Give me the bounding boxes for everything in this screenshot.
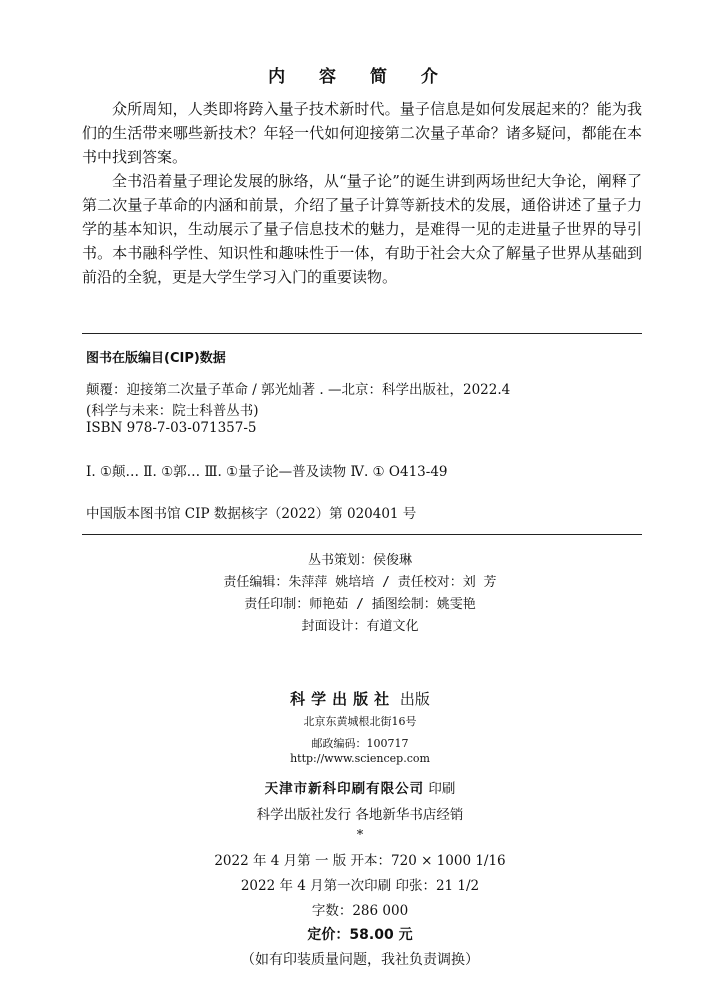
cip-bibliographic-line: 颠覆：迎接第二次量子革命 / 郭光灿著 . —北京：科学出版社，2022.4 [86, 382, 511, 398]
credit-cover-design: 封面设计：有道文化 [301, 619, 419, 634]
cip-isbn: ISBN 978-7-03-071357-5 [86, 420, 257, 436]
separator-star: * [356, 828, 364, 843]
printer-line [0, 777, 720, 797]
page-title: 内 容 简 介 [268, 67, 452, 87]
publisher-postcode: 邮政编码：100717 [311, 737, 409, 750]
publisher-suffix: 出版 [399, 690, 430, 708]
cip-record-number: 中国版本图书馆 CIP 数据核字（2022）第 020401 号 [86, 506, 417, 522]
cip-classification: Ⅰ. ①颠… Ⅱ. ①郭… Ⅲ. ①量子论—普及读物 Ⅳ. ① O413-49 [86, 464, 448, 480]
intro-paragraph-1: 众所周知，人类即将跨入量子技术新时代。量子信息是如何发展起来的？能为我们的生活带来哪些新技术？年轻一代如何迎接第二次量子革命？诸多疑问，都能在本书中找到答案。 [82, 100, 642, 166]
cip-heading: 图书在版编目(CIP)数据 [86, 351, 226, 366]
edition-line: 2022 年 4 月第 一 版 开本：720 × 1000 1/16 [214, 853, 506, 869]
word-count: 字数：286 000 [311, 903, 409, 919]
price: 定价：58.00 元 [307, 927, 413, 943]
cip-series-line: (科学与未来：院士科普丛书) [86, 403, 259, 419]
quality-notice: （如有印装质量问题，我社负责调换） [241, 952, 479, 968]
printer-suffix: 印刷 [428, 781, 456, 797]
impression-line: 2022 年 4 月第一次印刷 印张：21 1/2 [240, 878, 480, 894]
bottom-divider [82, 534, 642, 535]
printer-name: 天津市新科印刷有限公司 [264, 781, 425, 797]
publisher-url: http://www.sciencep.com [290, 752, 430, 765]
publisher-line [0, 688, 720, 709]
credit-printing: 责任印制：师艳茹 / 插图绘制：姚雯艳 [244, 597, 476, 612]
distribution-line: 科学出版社发行 各地新华书店经销 [256, 807, 464, 823]
intro-paragraph-2: 全书沿着量子理论发展的脉络，从“量子论”的诞生讲到两场世纪大争论，阐释了第二次量子革命的内涵和前景，介绍了量子计算等新技术的发展，通俗讲述了量子力学的基本知识，生动展示了量子信息技术的魅力，是难得一见的走进量子世界的导引书。本书融科学性、知识性和趣味性于一体，有助于社会大众了解量子世界从基础到前沿的全貌，更是大学生学习入门的重要读物。 [82, 172, 642, 286]
credit-series-planning: 丛书策划：侯俊琳 [307, 553, 412, 568]
publisher-address: 北京东黄城根北街16号 [303, 715, 417, 728]
publisher-name: 科学出版社 [290, 690, 396, 708]
credit-editors: 责任编辑：朱萍萍 姚培培 / 责任校对：刘 芳 [223, 575, 497, 590]
